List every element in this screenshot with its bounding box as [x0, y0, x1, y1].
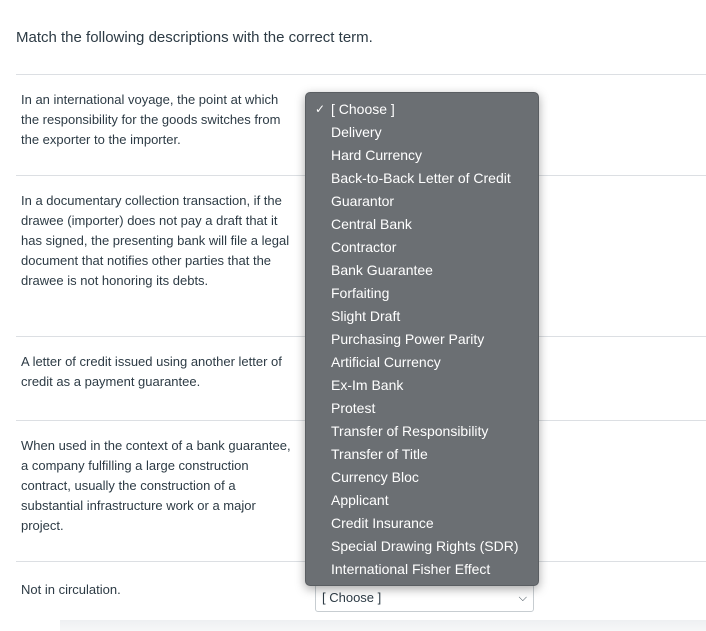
- divider: [16, 74, 706, 75]
- checkmark-icon: ✓: [315, 102, 326, 116]
- dropdown-option[interactable]: Ex-Im Bank: [331, 377, 404, 393]
- dropdown-option[interactable]: Purchasing Power Parity: [331, 331, 485, 347]
- dropdown-option[interactable]: Bank Guarantee: [331, 262, 433, 278]
- dropdown-option-selected[interactable]: ✓ [ Choose ]: [306, 98, 538, 121]
- dropdown-option[interactable]: Contractor: [331, 239, 397, 255]
- dropdown-option[interactable]: Transfer of Title: [331, 446, 428, 462]
- match-prompt-5: Not in circulation.: [21, 582, 121, 597]
- scroll-shadow: [60, 620, 706, 631]
- dropdown-option[interactable]: Transfer of Responsibility: [331, 423, 489, 439]
- match-prompt-1: In an international voyage, the point at which the responsibility for the goods switches from the exporter to the importer.: [21, 92, 281, 147]
- dropdown-option[interactable]: Currency Bloc: [331, 469, 419, 485]
- dropdown-option[interactable]: Protest: [331, 400, 376, 416]
- dropdown-option[interactable]: Guarantor: [331, 193, 395, 209]
- match-prompt-4: When used in the context of a bank guarantee, a company fulfilling a large construction contract, usually the construction of a substantial infrastructure work or a major project.: [21, 438, 291, 533]
- dropdown-option[interactable]: Forfaiting: [331, 285, 390, 301]
- dropdown-option[interactable]: Slight Draft: [331, 308, 401, 324]
- dropdown-option[interactable]: Central Bank: [331, 216, 412, 232]
- dropdown-option[interactable]: Hard Currency: [331, 147, 423, 163]
- term-dropdown-menu[interactable]: [305, 92, 539, 586]
- match-prompt-3: A letter of credit issued using another letter of credit as a payment guarantee.: [21, 354, 282, 389]
- dropdown-option[interactable]: Delivery: [331, 124, 382, 140]
- answer-select-5[interactable]: [315, 584, 534, 612]
- dropdown-option[interactable]: International Fisher Effect: [331, 561, 491, 577]
- chevron-down-icon: ⌵: [518, 592, 527, 604]
- dropdown-option[interactable]: Special Drawing Rights (SDR): [331, 538, 519, 554]
- match-prompt-2: In a documentary collection transaction, if the drawee (importer) does not pay a draft that it has signed, the presenting bank will file a legal document that notifies other parties that the drawee is not honoring its debts.: [21, 193, 290, 288]
- dropdown-option[interactable]: Artificial Currency: [331, 354, 441, 370]
- dropdown-option[interactable]: Credit Insurance: [331, 515, 434, 531]
- question-instructions: Match the following descriptions with the correct term.: [16, 29, 373, 46]
- dropdown-option[interactable]: Back-to-Back Letter of Credit: [331, 170, 511, 186]
- dropdown-option[interactable]: Applicant: [331, 492, 389, 508]
- select-value: [ Choose ]: [322, 590, 382, 605]
